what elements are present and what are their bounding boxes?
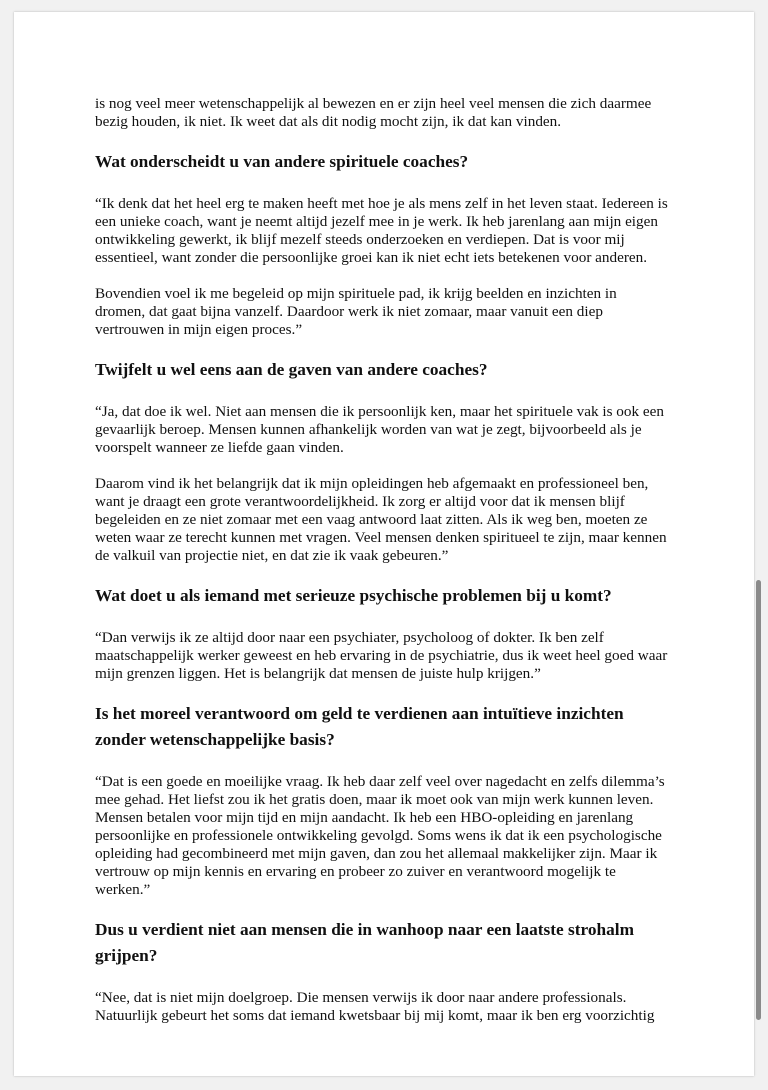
scrollbar-thumb[interactable]: [756, 580, 761, 1020]
section-heading: Is het moreel verantwoord om geld te verdienen aan intuïtieve inzichten zonder wetenschappelijke basis?: [95, 704, 624, 749]
paragraph: “Dan verwijs ik ze altijd door naar een psychiater, psycholoog of dokter. Ik ben zelf maatschappelijk werker geweest en heb ervaring in de psychiatrie, dus ik weet heel goed waar mijn grenzen liggen. Het is belangrijk dat mensen de juiste hulp krijgen.”: [95, 629, 668, 682]
paragraph: “Ja, dat doe ik wel. Niet aan mensen die ik persoonlijk ken, maar het spirituele vak is ook een gevaarlijk beroep. Mensen kunnen afhankelijk worden van wat je zegt, bijvoorbeeld als je voorspelt wanneer ze liefde gaan vinden.: [95, 403, 664, 456]
paragraph: Bovendien voel ik me begeleid op mijn spirituele pad, ik krijg beelden en inzichten in dromen, dat gaat bijna vanzelf. Daardoor werk ik niet zomaar, maar vanuit een diep vertrouwen in mijn eigen proces.”: [95, 285, 617, 338]
section-heading: Dus u verdient niet aan mensen die in wanhoop naar een laatste strohalm grijpen?: [95, 920, 634, 965]
paragraph: “Nee, dat is niet mijn doelgroep. Die mensen verwijs ik door naar andere professionals. Natuurlijk gebeurt het soms dat iemand kwetsbaar bij mij komt, maar ik ben erg voorzichtig: [95, 989, 655, 1024]
section-heading: Wat onderscheidt u van andere spirituele coaches?: [95, 152, 469, 171]
paragraph: is nog veel meer wetenschappelijk al bewezen en er zijn heel veel mensen die zich daarmee bezig houden, ik niet. Ik weet dat als dit nodig mocht zijn, ik dat kan vinden.: [95, 95, 652, 130]
paragraph: “Dat is een goede en moeilijke vraag. Ik heb daar zelf veel over nagedacht en zelfs dilemma’s mee gehad. Het liefst zou ik het gratis doen, maar ik moet ook van mijn werk kunnen leven. Mensen betalen voor mijn tijd en mijn aandacht. Ik heb een HBO-opleiding en jarenlang persoonlijke en professionele ontwikkeling gevolgd. Soms wens ik dat ik een psychologische opleiding had gecombineerd met mijn gaven, dan zou het allemaal makkelijker zijn. Maar ik vertrouw op mijn kennis en ervaring en probeer zo zuiver en verantwoord mogelijk te werken.”: [95, 773, 665, 898]
paragraph: Daarom vind ik het belangrijk dat ik mijn opleidingen heb afgemaakt en professioneel ben, want je draagt een grote verantwoordelijkheid. Ik zorg er altijd voor dat ik mensen blijf begeleiden en ze niet zomaar met een vaag antwoord laat zitten. Als ik weg ben, moeten ze weten waar ze terecht kunnen met vragen. Veel mensen denken spiritueel te zijn, maar kennen de valkuil van projectie niet, en dat zie ik vaak gebeuren.”: [95, 475, 667, 564]
section-heading: Twijfelt u wel eens aan de gaven van andere coaches?: [95, 360, 488, 379]
document-page: [14, 12, 754, 1076]
paragraph: “Ik denk dat het heel erg te maken heeft met hoe je als mens zelf in het leven staat. Iedereen is een unieke coach, want je neemt altijd jezelf mee in je werk. Ik heb jarenlang aan mijn eigen ontwikkeling gewerkt, ik blijf mezelf steeds onderzoeken en verdiepen. Dat is voor mij essentieel, want zonder die persoonlijke groei kan ik niet echt iets betekenen voor anderen.: [95, 195, 668, 266]
section-heading: Wat doet u als iemand met serieuze psychische problemen bij u komt?: [95, 586, 612, 605]
vertical-scrollbar[interactable]: [755, 580, 763, 1020]
document-content: [95, 95, 687, 1043]
